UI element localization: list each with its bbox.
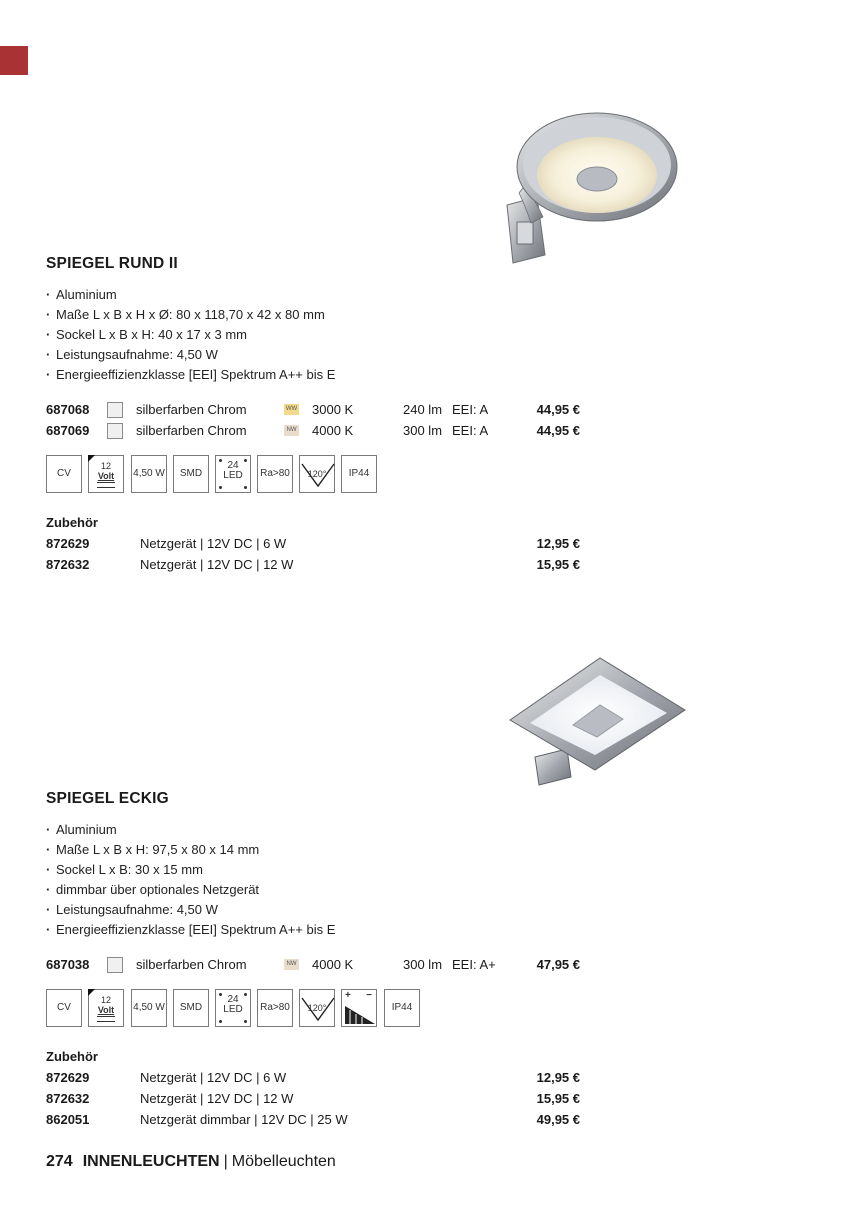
- spec-icon-row: [46, 989, 586, 1029]
- product-title: SPIEGEL RUND II: [46, 255, 178, 272]
- article-number: 872632: [46, 557, 90, 572]
- beam-angle-label: 120°: [307, 469, 327, 479]
- 12-volt-icon: [88, 989, 124, 1027]
- volt-unit: Volt: [97, 1005, 115, 1015]
- accessory-row: [46, 1067, 586, 1088]
- variant-row: [46, 954, 586, 975]
- accessory-row: [46, 533, 586, 554]
- energy-class: EEI: A+: [452, 957, 496, 972]
- feature-item: · Leistungsaufnahme: 4,50 W: [46, 900, 586, 920]
- page-number: 274: [46, 1153, 73, 1170]
- page-footer: [46, 1153, 336, 1171]
- color-rendering-icon: Ra>80: [257, 455, 293, 493]
- beam-angle-label: 120°: [307, 1003, 327, 1013]
- ip-rating-icon: IP44: [341, 455, 377, 493]
- price: 49,95 €: [536, 1112, 580, 1127]
- price: 12,95 €: [536, 536, 580, 551]
- feature-item: · Maße L x B x H x Ø: 80 x 118,70 x 42 x 80 mm: [46, 305, 586, 325]
- price: 44,95 €: [536, 402, 580, 417]
- dimmable-icon: [341, 989, 377, 1027]
- feature-item: · Maße L x B x H: 97,5 x 80 x 14 mm: [46, 840, 586, 860]
- footer-subcategory: Möbelleuchten: [231, 1153, 336, 1170]
- light-color-badge: WW: [284, 404, 299, 415]
- accessories-heading: Zubehör: [46, 1049, 98, 1064]
- color-temperature: 3000 K: [312, 402, 354, 417]
- price: 15,95 €: [536, 1091, 580, 1106]
- feature-item: · Aluminium: [46, 285, 586, 305]
- lumen-value: 300 lm: [403, 423, 443, 438]
- accessory-description: Netzgerät | 12V DC | 6 W: [140, 1070, 287, 1085]
- variant-row: [46, 420, 586, 441]
- led-count: 24: [227, 460, 239, 471]
- dc-lines-icon: [97, 482, 115, 488]
- variant-row: [46, 399, 586, 420]
- price: 15,95 €: [536, 557, 580, 572]
- product-image-spiegel-rund: [495, 105, 685, 270]
- volt-number: 12: [100, 461, 111, 471]
- color-swatch: [107, 423, 123, 439]
- dim-minus-label: −: [366, 990, 372, 1001]
- dc-lines-icon: [97, 1016, 115, 1022]
- wattage-icon: 4,50 W: [131, 455, 167, 493]
- price: 47,95 €: [536, 957, 580, 972]
- accessory-description: Netzgerät dimmbar | 12V DC | 25 W: [140, 1112, 348, 1127]
- accessory-row: [46, 1109, 586, 1130]
- accessory-description: Netzgerät | 12V DC | 12 W: [140, 557, 294, 572]
- feature-item: · Aluminium: [46, 820, 586, 840]
- article-number: 862051: [46, 1112, 90, 1127]
- accessory-row: [46, 1088, 586, 1109]
- footer-category: INNENLEUCHTEN: [82, 1153, 220, 1170]
- color-temperature: 4000 K: [312, 957, 354, 972]
- color-swatch: [107, 402, 123, 418]
- beam-angle-icon: [299, 455, 335, 493]
- feature-item: · dimmbar über optionales Netzgerät: [46, 880, 586, 900]
- spec-icon-row: [46, 455, 586, 495]
- feature-item: · Energieeffizienzklasse [EEI] Spektrum A++ bis E: [46, 920, 586, 940]
- light-color-badge: NW: [284, 425, 299, 436]
- lumen-value: 300 lm: [403, 957, 443, 972]
- finish-label: silberfarben Chrom: [136, 402, 247, 417]
- constant-voltage-icon: CV: [46, 989, 82, 1027]
- accessory-description: Netzgerät | 12V DC | 6 W: [140, 536, 287, 551]
- price: 12,95 €: [536, 1070, 580, 1085]
- lumen-value: 240 lm: [403, 402, 443, 417]
- led-count-icon: [215, 989, 251, 1027]
- accessories-list: [46, 533, 586, 575]
- article-number: 872632: [46, 1091, 90, 1106]
- volt-unit: Volt: [97, 471, 115, 481]
- price: 44,95 €: [536, 423, 580, 438]
- article-number: 872629: [46, 536, 90, 551]
- energy-class: EEI: A: [452, 423, 489, 438]
- led-count: 24: [227, 994, 239, 1005]
- 12-volt-icon: [88, 455, 124, 493]
- accessories-list: [46, 1067, 586, 1130]
- led-count-icon: [215, 455, 251, 493]
- article-number: 687069: [46, 423, 90, 438]
- light-color-badge: NW: [284, 959, 299, 970]
- led-unit: LED: [223, 470, 243, 481]
- energy-class: EEI: A: [452, 402, 489, 417]
- section-color-tab: [0, 46, 28, 75]
- feature-list: [46, 820, 586, 940]
- volt-number: 12: [100, 995, 111, 1005]
- product-spiegel-rund: [46, 253, 586, 575]
- smd-icon: SMD: [173, 455, 209, 493]
- color-temperature: 4000 K: [312, 423, 354, 438]
- smd-icon: SMD: [173, 989, 209, 1027]
- wattage-icon: 4,50 W: [131, 989, 167, 1027]
- article-number: 687068: [46, 402, 90, 417]
- variant-table: [46, 399, 586, 441]
- variant-table: [46, 954, 586, 975]
- finish-label: silberfarben Chrom: [136, 957, 247, 972]
- color-swatch: [107, 957, 123, 973]
- constant-voltage-icon: CV: [46, 455, 82, 493]
- dim-plus-label: +: [345, 990, 351, 1001]
- feature-item: · Sockel L x B: 30 x 15 mm: [46, 860, 586, 880]
- article-number: 872629: [46, 1070, 90, 1085]
- led-unit: LED: [223, 1004, 243, 1015]
- product-spiegel-eckig: [46, 788, 586, 1130]
- accessories-heading: Zubehör: [46, 515, 98, 530]
- accessory-row: [46, 554, 586, 575]
- footer-separator: |: [223, 1153, 228, 1170]
- feature-item: · Energieeffizienzklasse [EEI] Spektrum A++ bis E: [46, 365, 586, 385]
- product-title: SPIEGEL ECKIG: [46, 790, 169, 807]
- feature-item: · Leistungsaufnahme: 4,50 W: [46, 345, 586, 365]
- article-number: 687038: [46, 957, 90, 972]
- feature-list: [46, 285, 586, 385]
- accessory-description: Netzgerät | 12V DC | 12 W: [140, 1091, 294, 1106]
- color-rendering-icon: Ra>80: [257, 989, 293, 1027]
- product-image-spiegel-eckig: [505, 655, 690, 790]
- feature-item: · Sockel L x B x H: 40 x 17 x 3 mm: [46, 325, 586, 345]
- ip-rating-icon: IP44: [384, 989, 420, 1027]
- beam-angle-icon: [299, 989, 335, 1027]
- finish-label: silberfarben Chrom: [136, 423, 247, 438]
